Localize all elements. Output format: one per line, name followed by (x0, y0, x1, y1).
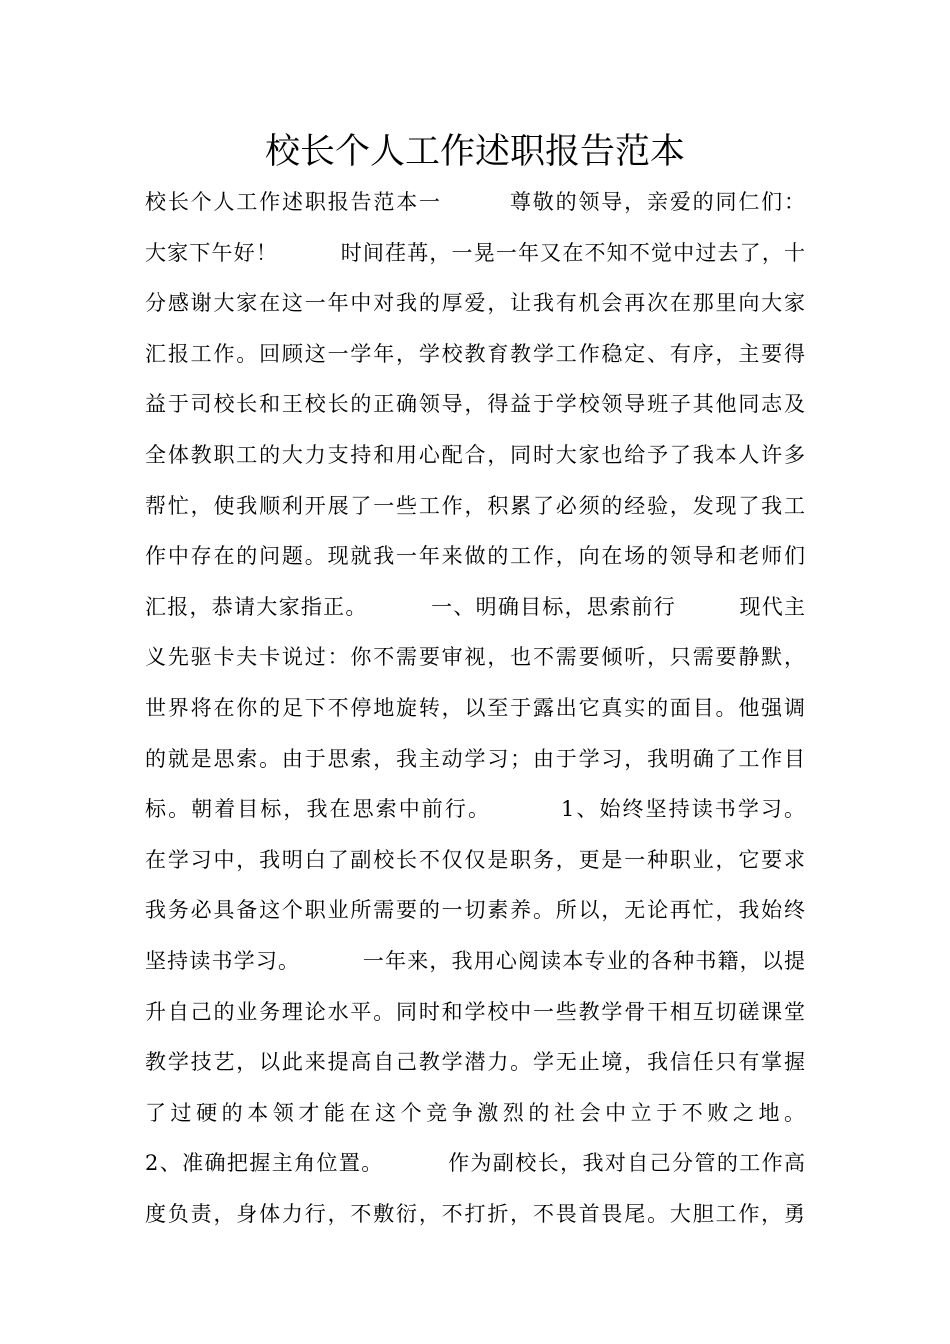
text-line: 汇报，恭请大家指正。 一、明确目标，思索前行 现代主 (145, 594, 805, 619)
text-line: 的就是思索。由于思索，我主动学习；由于学习，我明确了工作目 (145, 746, 805, 771)
text-line: 教学技艺，以此来提高自己教学潜力。学无止境，我信任只有掌握 (145, 1050, 805, 1075)
text-line: 我务必具备这个职业所需要的一切素养。所以，无论再忙，我始终 (145, 898, 805, 923)
text-line: 汇报工作。回顾这一学年，学校教育教学工作稳定、有序，主要得 (145, 341, 805, 366)
text-line: 全体教职工的大力支持和用心配合，同时大家也给予了我本人许多 (145, 442, 805, 467)
text-line: 义先驱卡夫卡说过：你不需要审视，也不需要倾听，只需要静默， (145, 645, 805, 670)
text-line: 帮忙，使我顺利开展了一些工作，积累了必须的经验，发现了我工 (145, 493, 805, 518)
text-line: 世界将在你的足下不停地旋转，以至于露出它真实的面目。他强调 (145, 695, 805, 720)
text-line: 校长个人工作述职报告范本一 尊敬的领导，亲爱的同仁们： (145, 190, 805, 214)
text-line: 度负责，身体力行，不敷衍，不打折，不畏首畏尾。大胆工作，勇 (145, 1201, 805, 1226)
text-line: 了过硬的本领才能在这个竞争激烈的社会中立于不败之地。 (145, 1100, 805, 1125)
text-line: 益于司校长和王校长的正确领导，得益于学校领导班子其他同志及 (145, 392, 805, 417)
text-line: 升自己的业务理论水平。同时和学校中一些教学骨干相互切磋课堂 (145, 999, 805, 1024)
document-body (145, 181, 805, 1243)
text-line: 在学习中，我明白了副校长不仅仅是职务，更是一种职业，它要求 (145, 847, 805, 872)
text-line: 2、准确把握主角位置。 作为副校长，我对自己分管的工作高 (145, 1151, 805, 1176)
text-line: 坚持读书学习。 一年来，我用心阅读本专业的各种书籍，以提 (145, 948, 805, 973)
text-line: 分感谢大家在这一年中对我的厚爱，让我有机会再次在那里向大家 (145, 291, 805, 316)
text-line: 作中存在的问题。现就我一年来做的工作，向在场的领导和老师们 (145, 544, 805, 569)
text-line: 标。朝着目标，我在思索中前行。 1、始终坚持读书学习。 (145, 797, 805, 822)
document-title: 校长个人工作述职报告范本 (264, 132, 685, 172)
text-line: 大家下午好！ 时间荏苒，一晃一年又在不知不觉中过去了，十 (145, 240, 805, 265)
